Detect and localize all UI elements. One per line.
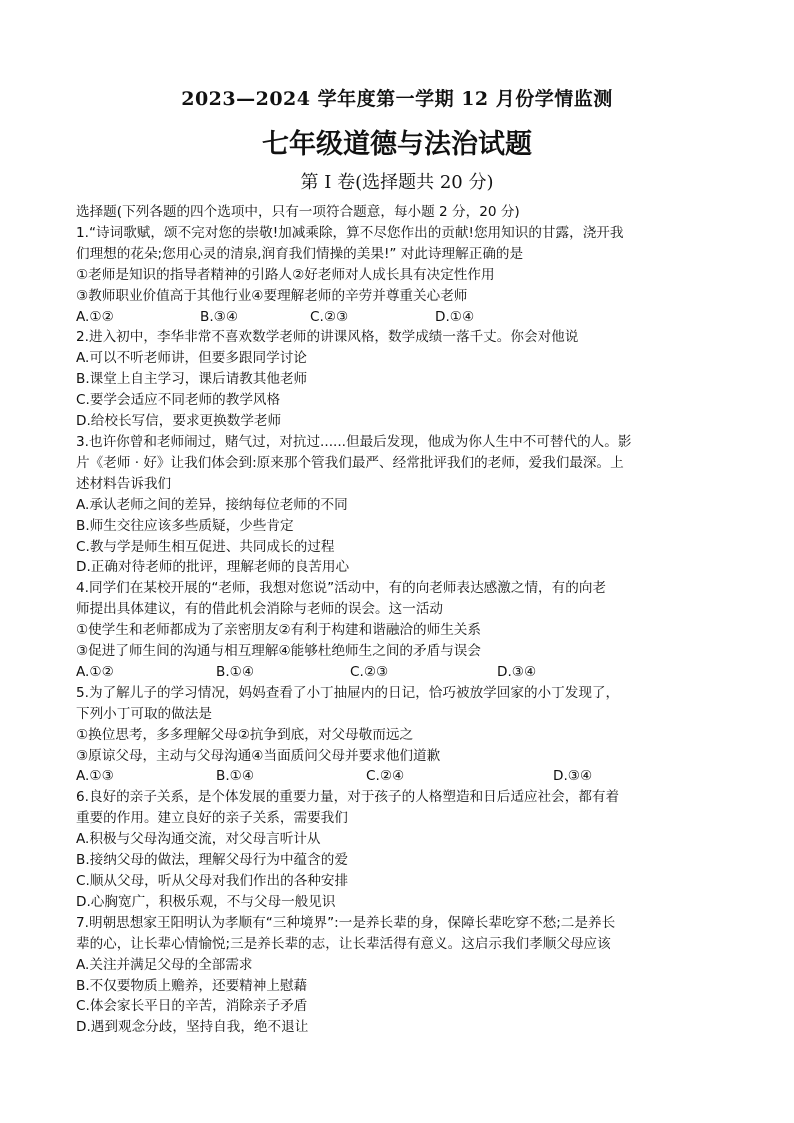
option-b: B.师生交往应该多些质疑，少些肯定: [76, 517, 294, 534]
question-stem: 1.“诗词歌赋，颂不完对您的崇敬!加减乘除，算不尽您作出的贡献!您用知识的甘露，浇开我: [76, 224, 624, 241]
question-4: [76, 578, 726, 683]
question-stem: 述材料告诉我们: [76, 475, 172, 492]
question-stem: 辈的心，让长辈心情愉悦;三是养长辈的志，让长辈活得有意义。这启示我们孝顺父母应该: [76, 935, 611, 952]
option-d: D.正确对待老师的批评，理解老师的良苦用心: [76, 559, 350, 576]
question-stem: 6.良好的亲子关系，是个体发展的重要力量，对于孩子的人格塑造和日后适应社会，都有着: [76, 789, 620, 806]
question-5: [76, 683, 726, 788]
question-stem: 师提出具体建议，有的借此机会消除与老师的误会。这一活动: [76, 601, 444, 618]
question-stem: 3.也许你曾和老师闹过，赌气过，对抗过......但最后发现，他成为你人生中不可替代的人。影: [76, 433, 632, 450]
question-stem: 7.明朝思想家王阳明认为孝顺有“三种境界”:一是养长辈的身，保障长辈吃穿不愁;二是养长: [76, 914, 616, 931]
option-b: B.接纳父母的做法，理解父母行为中蕴含的爱: [76, 852, 348, 869]
option-d: D.给校长写信，要求更换数学老师: [76, 413, 282, 430]
question-3: [76, 432, 726, 578]
option-c: C.体会家长平日的辛苦，消除亲子矛盾: [76, 998, 308, 1015]
option-a: A.①②: [76, 308, 114, 325]
question-stem: 们理想的花朵;您用心灵的清泉,润育我们情操的美果!” 对此诗理解正确的是: [76, 245, 524, 262]
option-a: A.①③: [76, 768, 114, 785]
statement-line: ①使学生和老师都成为了亲密朋友②有利于构建和谐融洽的师生关系: [76, 622, 481, 639]
statement-line: ③促进了师生间的沟通与相互理解④能够杜绝师生之间的矛盾与误会: [76, 643, 481, 660]
option-a: A.①②: [76, 663, 114, 680]
question-list: [76, 202, 726, 1038]
option-d: D.③④: [497, 663, 537, 680]
options-row: [76, 307, 726, 328]
question-2: [76, 327, 726, 432]
option-a: A.承认老师之间的差异，接纳每位老师的不同: [76, 496, 348, 513]
option-c: C.教与学是师生相互促进、共同成长的过程: [76, 538, 335, 555]
exam-title: 七年级道德与法治试题: [262, 129, 532, 160]
question-stem: 片《老师 · 好》让我们体会到:原来那个管我们最严、经常批评我们的老师，爱我们最深。上: [76, 454, 624, 471]
option-d: D.③④: [553, 768, 593, 785]
option-b: B.①④: [216, 663, 255, 680]
option-d: D.心胸宽广，积极乐观，不与父母一般见识: [76, 893, 336, 910]
section-heading: 第 I 卷(选择题共 20 分): [300, 172, 494, 193]
question-1: [76, 223, 726, 328]
question-stem: 2.进入初中，李华非常不喜欢数学老师的讲课风格，数学成绩一落千丈。你会对他说: [76, 329, 579, 346]
option-c: C.②③: [310, 308, 349, 325]
option-a: A.积极与父母沟通交流，对父母言听计从: [76, 831, 321, 848]
exam-period-heading: 2023—2024 学年度第一学期 12 月份学情监测: [181, 88, 613, 110]
option-b: B.①④: [216, 768, 255, 785]
instructions: 选择题(下列各题的四个选项中，只有一项符合题意，每小题 2 分，20 分): [76, 204, 520, 220]
option-d: D.①④: [435, 308, 475, 325]
question-stem: 下列小丁可取的做法是: [76, 705, 212, 722]
option-a: A.可以不听老师讲，但要多跟同学讨论: [76, 350, 307, 367]
question-stem: 4.同学们在某校开展的“老师，我想对您说”活动中，有的向老师表达感激之情，有的向老: [76, 580, 607, 597]
question-stem: 重要的作用。建立良好的亲子关系，需要我们: [76, 810, 348, 827]
statement-line: ①老师是知识的指导者精神的引路人②好老师对人成长具有决定性作用: [76, 266, 495, 283]
options-row: [76, 766, 726, 787]
option-c: C.②④: [366, 768, 405, 785]
option-a: A.关注并满足父母的全部需求: [76, 956, 253, 973]
question-7: [76, 913, 726, 1038]
option-c: C.②③: [350, 663, 389, 680]
statement-line: ①换位思考，多多理解父母②抗争到底，对父母敬而远之: [76, 726, 414, 743]
statement-line: ③教师职业价值高于其他行业④要理解老师的辛劳并尊重关心老师: [76, 287, 468, 304]
option-c: C.要学会适应不同老师的教学风格: [76, 392, 281, 409]
option-c: C.顺从父母，听从父母对我们作出的各种安排: [76, 873, 349, 889]
option-b: B.课堂上自主学习，课后请教其他老师: [76, 371, 308, 388]
options-row: [76, 662, 726, 683]
statement-line: ③原谅父母，主动与父母沟通④当面质问父母并要求他们道歉: [76, 747, 441, 764]
option-b: B.不仅要物质上赡养，还要精神上慰藉: [76, 977, 308, 994]
question-stem: 5.为了解儿子的学习情况，妈妈查看了小丁抽屉内的日记，恰巧被放学回家的小丁发现了，: [76, 684, 620, 701]
option-b: B.③④: [200, 308, 239, 325]
question-6: [76, 787, 726, 912]
option-d: D.遇到观念分歧，坚持自我，绝不退让: [76, 1019, 309, 1036]
